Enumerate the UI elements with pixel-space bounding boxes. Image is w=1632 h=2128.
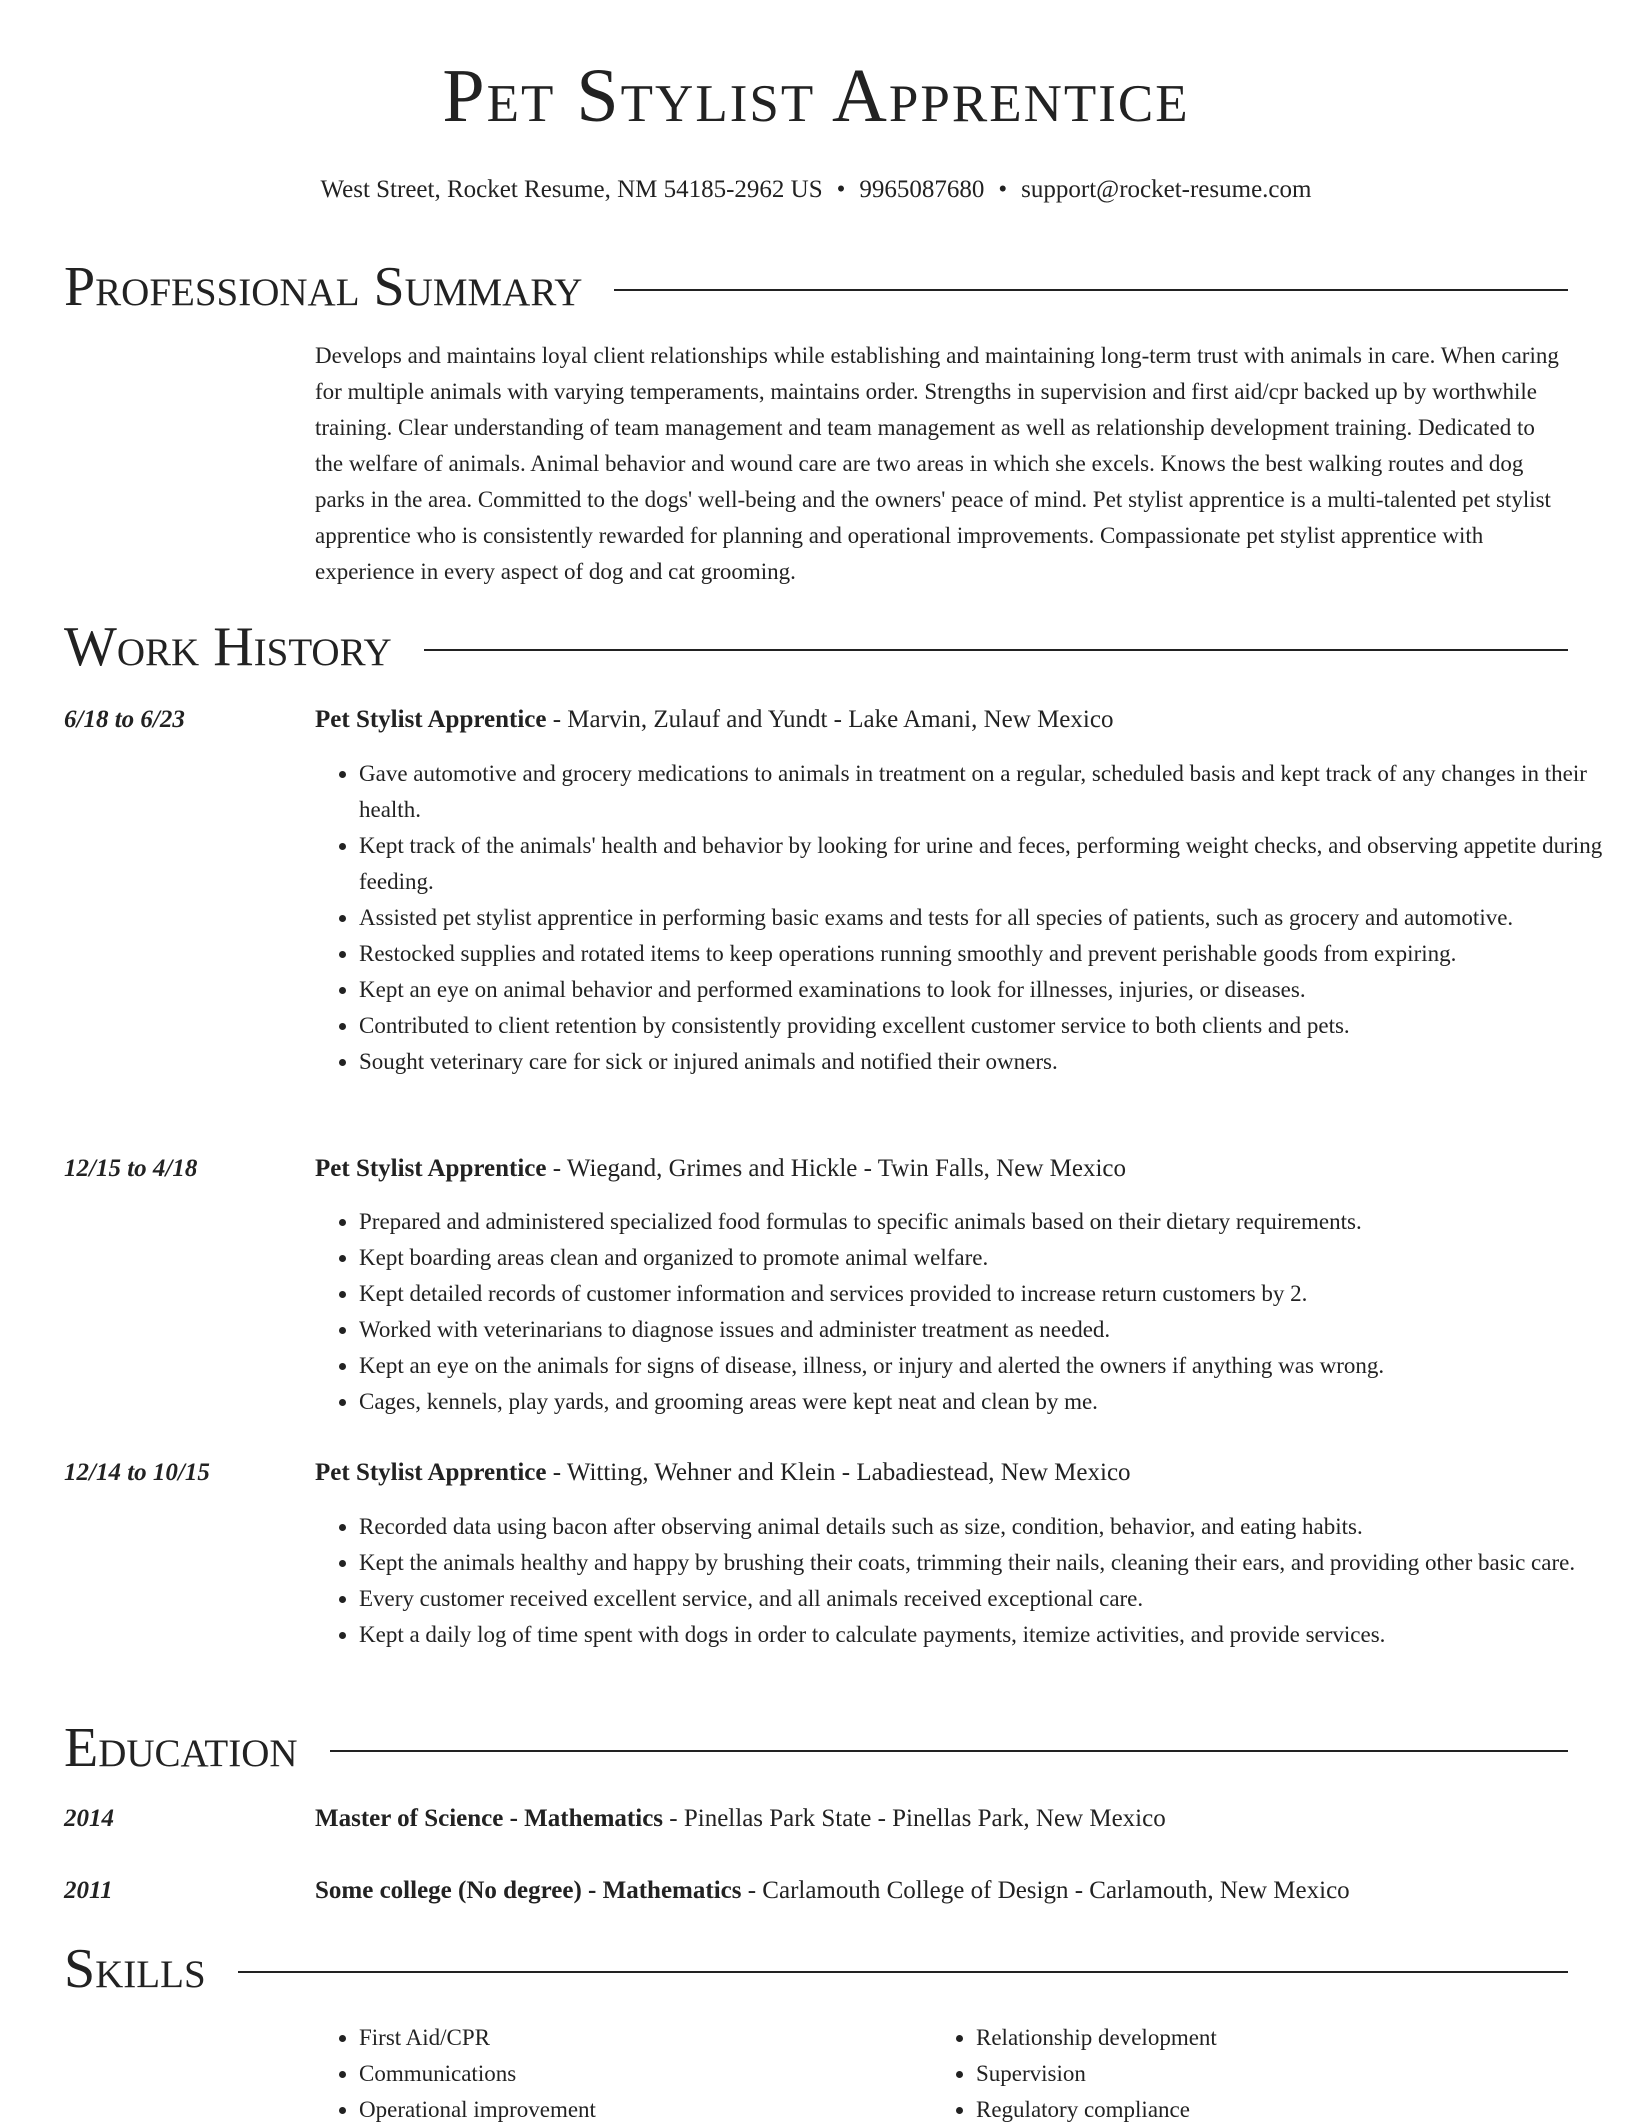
- section-rule: [614, 289, 1568, 291]
- job-employer-location: - Wiegand, Grimes and Hickle - Twin Falls, New Mexico: [546, 1155, 1126, 1182]
- skill-item: • Supervision: [976, 2056, 1576, 2092]
- job-bullet: • Kept boarding areas clean and organized to promote animal welfare.: [359, 1240, 1612, 1276]
- job-bullet: • Contributed to client retention by consistently providing excellent customer service to both clients and pets.: [359, 1008, 1612, 1044]
- education-degree: Master of Science - Mathematics: [315, 1805, 664, 1832]
- job-heading: [315, 1455, 1568, 1491]
- skill-item: • Communications: [359, 2056, 919, 2092]
- section-header-summary: [64, 252, 1568, 322]
- education-entry: [315, 1873, 1568, 1909]
- education-entry: [315, 1801, 1568, 1837]
- job-dates: 12/14 to 10/15: [64, 1459, 210, 1486]
- education-degree: Some college (No degree) - Mathematics: [315, 1877, 742, 1904]
- section-header-work: [64, 612, 1568, 682]
- job-bullet: • Recorded data using bacon after observing animal details such as size, condition, behavior, and eating habits.: [359, 1509, 1612, 1545]
- job-dates: 12/15 to 4/18: [64, 1155, 198, 1182]
- skill-item: • Relationship development: [976, 2020, 1576, 2056]
- contact-email: support@rocket-resume.com: [1021, 176, 1312, 203]
- job-bullet: • Kept an eye on animal behavior and performed examinations to look for illnesses, injuries, or diseases.: [359, 972, 1612, 1008]
- job-bullet: • Assisted pet stylist apprentice in performing basic exams and tests for all species of patients, such as grocery and automotive.: [359, 900, 1612, 936]
- resume-name: Pet Stylist Apprentice: [442, 54, 1190, 138]
- section-rule: [238, 1971, 1568, 1973]
- job-bullet: • Prepared and administered specialized food formulas to specific animals based on their dietary requirements.: [359, 1204, 1612, 1240]
- job-bullet: • Worked with veterinarians to diagnose issues and administer treatment as needed.: [359, 1312, 1612, 1348]
- education-year: 2014: [64, 1805, 114, 1832]
- job-bullet: • Kept a daily log of time spent with dogs in order to calculate payments, itemize activities, and provide services.: [359, 1617, 1612, 1653]
- job-bullet: • Sought veterinary care for sick or injured animals and notified their owners.: [359, 1044, 1612, 1080]
- education-school: - Pinellas Park State - Pinellas Park, New Mexico: [663, 1805, 1166, 1832]
- job-bullet: • Cages, kennels, play yards, and grooming areas were kept neat and clean by me.: [359, 1384, 1612, 1420]
- education-year: 2011: [64, 1877, 113, 1904]
- section-rule: [330, 1750, 1568, 1752]
- section-header-education: [64, 1713, 1568, 1783]
- job-employer-location: - Witting, Wehner and Klein - Labadiestead, New Mexico: [546, 1459, 1131, 1486]
- job-dates: 6/18 to 6/23: [64, 706, 185, 733]
- job-bullet: • Kept detailed records of customer information and services provided to increase return customers by 2.: [359, 1276, 1612, 1312]
- skill-item: • Operational improvement: [359, 2092, 919, 2128]
- job-heading: [315, 1151, 1568, 1187]
- contact-line: [0, 176, 1632, 204]
- job-bullets: [315, 1204, 1612, 1420]
- section-title-summary: Professional Summary: [64, 256, 583, 318]
- job-title: Pet Stylist Apprentice: [315, 1459, 547, 1486]
- section-title-skills: Skills: [64, 1938, 206, 2000]
- job-bullet: • Kept the animals healthy and happy by brushing their coats, trimming their nails, cleaning their ears, and providing other basic care.: [359, 1545, 1612, 1581]
- job-bullet: • Gave automotive and grocery medications to animals in treatment on a regular, scheduled basis and kept track of any changes in their health.: [359, 756, 1612, 828]
- section-title-work: Work History: [64, 616, 392, 678]
- contact-address: West Street, Rocket Resume, NM 54185-2962 US: [320, 176, 823, 203]
- job-title: Pet Stylist Apprentice: [315, 1155, 547, 1182]
- job-employer-location: - Marvin, Zulauf and Yundt - Lake Amani, New Mexico: [546, 706, 1114, 733]
- skill-item: • Regulatory compliance: [976, 2092, 1576, 2128]
- contact-phone: 9965087680: [859, 176, 985, 203]
- section-rule: [424, 649, 1568, 651]
- summary-text: Develops and maintains loyal client relationships while establishing and maintaining long-term trust with animals in care. When caring for multiple animals with varying temperaments, maintains order. Strengths in supervision and first aid/cpr backed up by worthwhile training. Clear understanding of team management and team management as well as relationship development training. Dedicated to the welfare of animals. Animal behavior and wound care are two areas in which she excels. Knows the best walking routes and dog parks in the area. Committed to the dogs' well-being and the owners' peace of mind. Pet stylist apprentice is a multi-talented pet stylist apprentice who is consistently rewarded for planning and operational improvements. Compassionate pet stylist apprentice with experience in every aspect of dog and cat grooming.: [315, 343, 1559, 584]
- job-bullets: [315, 756, 1612, 1080]
- section-header-skills: [64, 1934, 1568, 2004]
- job-title: Pet Stylist Apprentice: [315, 706, 547, 733]
- job-bullet: • Every customer received excellent service, and all animals received exceptional care.: [359, 1581, 1612, 1617]
- job-bullet: • Restocked supplies and rotated items to keep operations running smoothly and prevent perishable goods from expiring.: [359, 936, 1612, 972]
- job-heading: [315, 702, 1568, 738]
- job-bullet: • Kept track of the animals' health and behavior by looking for urine and feces, performing weight checks, and observing appetite during feeding.: [359, 828, 1612, 900]
- contact-separator: •: [836, 176, 846, 203]
- skill-item: • First Aid/CPR: [359, 2020, 919, 2056]
- education-school: - Carlamouth College of Design - Carlamouth, New Mexico: [741, 1877, 1350, 1904]
- job-bullets: [315, 1509, 1612, 1653]
- job-bullet: • Kept an eye on the animals for signs of disease, illness, or injury and alerted the owners if anything was wrong.: [359, 1348, 1612, 1384]
- section-title-education: Education: [64, 1717, 298, 1779]
- contact-separator: •: [998, 176, 1008, 203]
